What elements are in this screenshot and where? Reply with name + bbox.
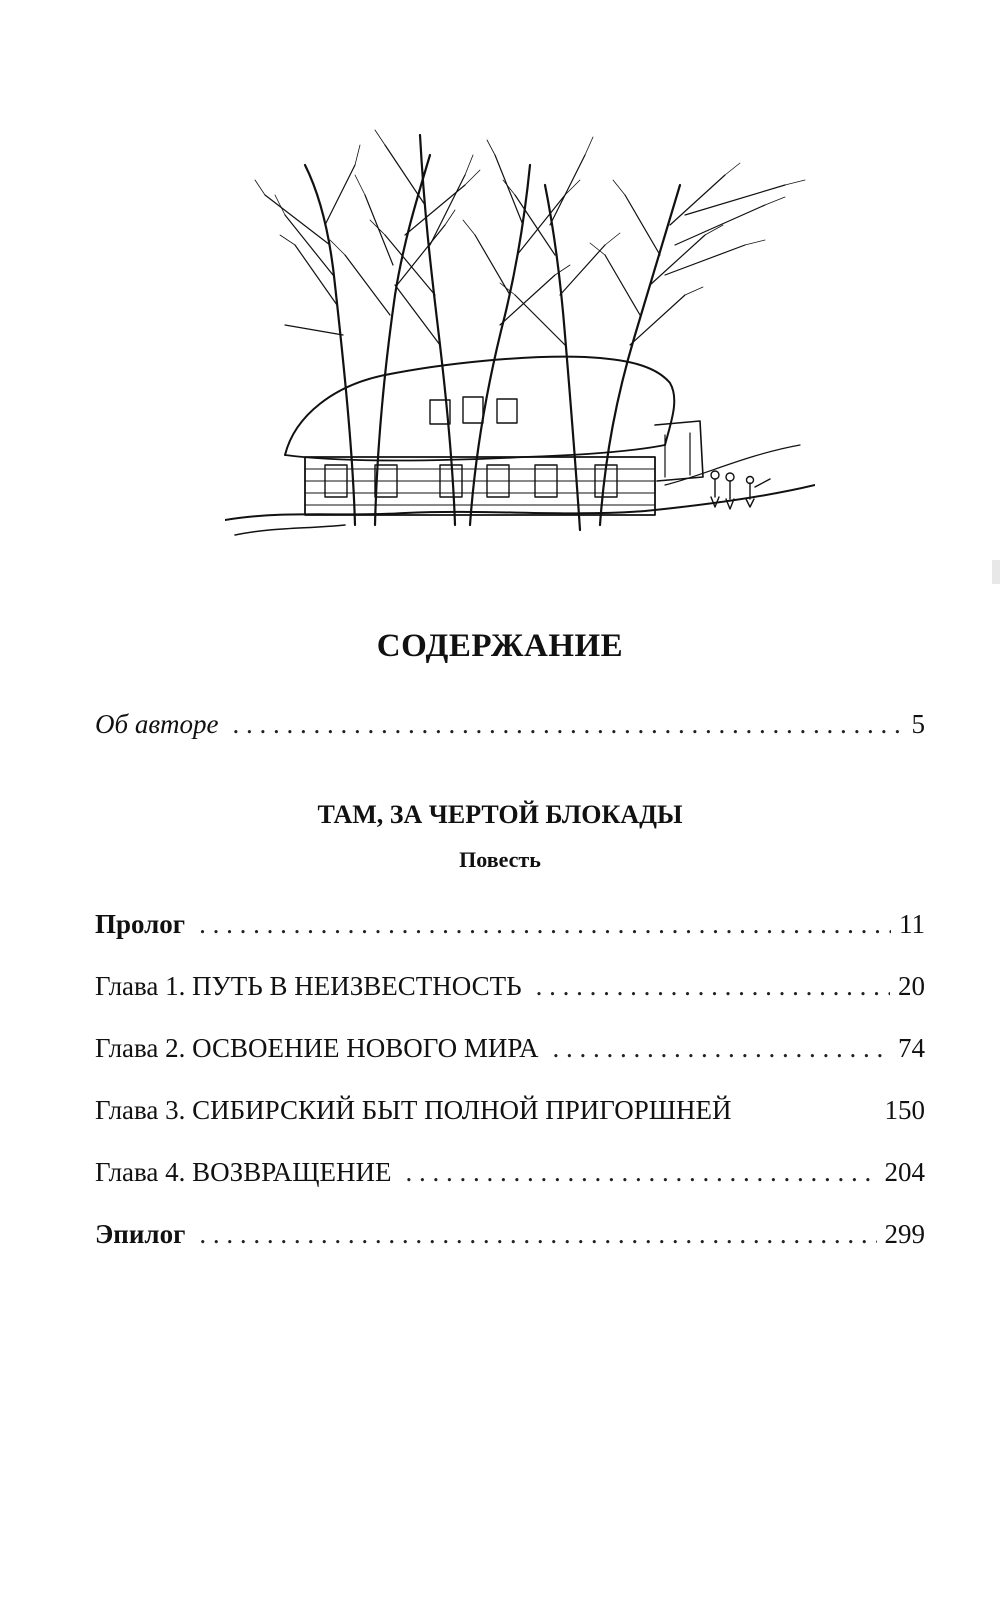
toc-entry-prologue[interactable]	[95, 904, 925, 944]
toc-entry-page: 11	[899, 909, 925, 939]
dot-leader	[233, 704, 904, 744]
toc-entry-chapter-3[interactable]	[95, 1090, 925, 1130]
toc-entry-page: 20	[898, 971, 925, 1001]
toc-entry-label: Глава 4. ВОЗВРАЩЕНИЕ	[95, 1157, 392, 1187]
toc-entry-page: 204	[884, 1157, 925, 1187]
toc-entry-label: Эпилог	[95, 1219, 186, 1249]
toc-heading: СОДЕРЖАНИЕ	[376, 628, 624, 664]
toc-entry-label: Глава 1. ПУТЬ В НЕИЗВЕСТНОСТЬ	[95, 971, 522, 1001]
section-title: ТАМ, ЗА ЧЕРТОЙ БЛОКАДЫ	[317, 800, 683, 829]
birch-trees	[305, 135, 680, 530]
dot-leader	[536, 966, 890, 1006]
scan-edge-mark	[992, 560, 1000, 584]
dot-leader	[199, 1214, 876, 1254]
toc-entry-label: Пролог	[95, 909, 186, 939]
toc-entry-page: 299	[884, 1219, 925, 1249]
toc-entry-page: 150	[884, 1095, 925, 1125]
toc-entry-page: 74	[898, 1033, 925, 1063]
toc-entry-chapter-2[interactable]	[95, 1028, 925, 1068]
winter-house-illustration	[225, 125, 815, 555]
toc-entry-chapter-1[interactable]	[95, 966, 925, 1006]
toc-entry-page: 5	[911, 709, 925, 739]
people-group	[711, 471, 770, 509]
toc-entry-epilogue[interactable]	[95, 1214, 925, 1254]
section-subtitle: Повесть	[459, 847, 541, 872]
porch	[655, 421, 703, 481]
dot-leader	[199, 904, 891, 944]
toc-entry-label: Глава 2. ОСВОЕНИЕ НОВОГО МИРА	[95, 1033, 539, 1063]
toc-entry-about-author[interactable]	[95, 704, 925, 744]
dot-leader	[406, 1152, 877, 1192]
dot-leader	[553, 1028, 891, 1068]
toc-entry-label: Об авторе	[95, 709, 219, 739]
toc-entry-label: Глава 3. СИБИРСКИЙ БЫТ ПОЛНОЙ ПРИГОРШНЕЙ	[95, 1095, 732, 1125]
toc-entry-chapter-4[interactable]	[95, 1152, 925, 1192]
